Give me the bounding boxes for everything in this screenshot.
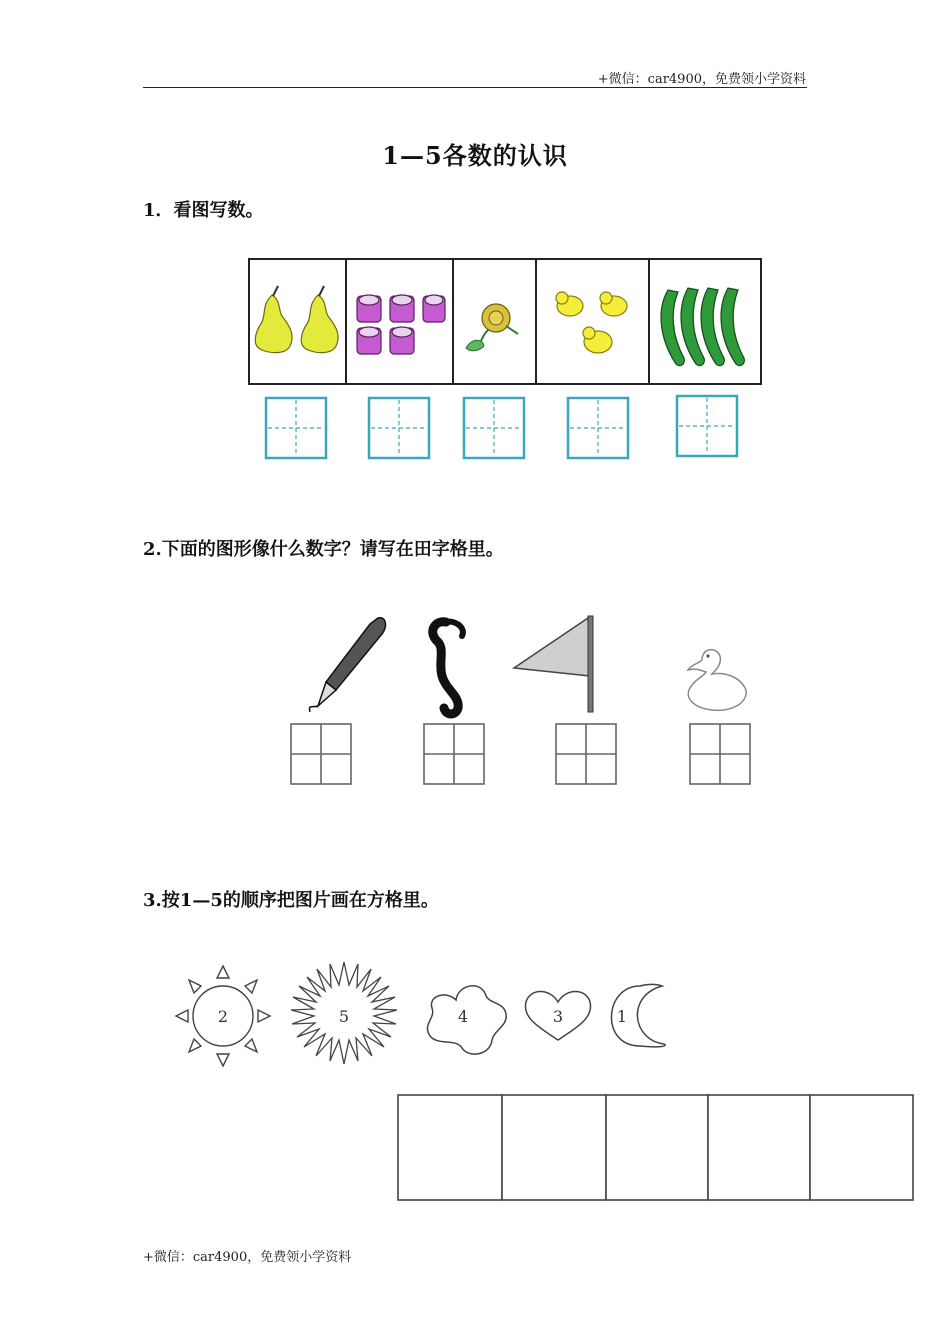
duck-icon	[688, 650, 746, 711]
seahorse-icon	[433, 622, 463, 714]
answer-box-4[interactable]	[708, 1095, 810, 1200]
question-2-label: 2.下面的图形像什么数字？请写在田字格里。	[143, 539, 504, 560]
answer-grid-4[interactable]	[568, 398, 628, 458]
q2-answer-grids	[291, 724, 750, 784]
heart-number: 3	[552, 1007, 564, 1026]
moon-icon	[611, 985, 665, 1047]
moon-number: 1	[616, 1007, 628, 1026]
header-note: +微信：car4900，免费领小学资料	[597, 72, 806, 87]
question-3-label: 3.按1—5的顺序把图片画在方格里。	[143, 890, 439, 911]
starburst-number: 5	[338, 1007, 350, 1026]
q3-answer-boxes	[398, 1095, 913, 1200]
answer-box-3[interactable]	[606, 1095, 708, 1200]
starburst-icon	[291, 962, 397, 1064]
tian-grid-2[interactable]	[424, 724, 484, 784]
tian-grid-3[interactable]	[556, 724, 616, 784]
sun-icon	[176, 966, 270, 1066]
answer-box-1[interactable]	[398, 1095, 502, 1200]
sun-number: 2	[217, 1007, 229, 1026]
blob-number: 4	[457, 1007, 469, 1026]
question-1-label: 1．看图写数。	[143, 200, 264, 221]
pen-icon	[309, 618, 385, 712]
q1-answer-grids	[266, 396, 737, 458]
answer-grid-2[interactable]	[369, 398, 429, 458]
heart-icon	[525, 992, 590, 1041]
tian-grid-4[interactable]	[690, 724, 750, 784]
answer-grid-3[interactable]	[464, 398, 524, 458]
answer-box-5[interactable]	[810, 1095, 913, 1200]
answer-grid-1[interactable]	[266, 398, 326, 458]
blob-icon	[427, 986, 506, 1054]
flag-icon	[514, 616, 593, 712]
answer-grid-5[interactable]	[677, 396, 737, 456]
page-title: 1—5各数的认识	[382, 141, 568, 170]
footer-note: +微信：car4900，免费领小学资料	[143, 1250, 352, 1265]
tian-grid-1[interactable]	[291, 724, 351, 784]
answer-box-2[interactable]	[502, 1095, 606, 1200]
